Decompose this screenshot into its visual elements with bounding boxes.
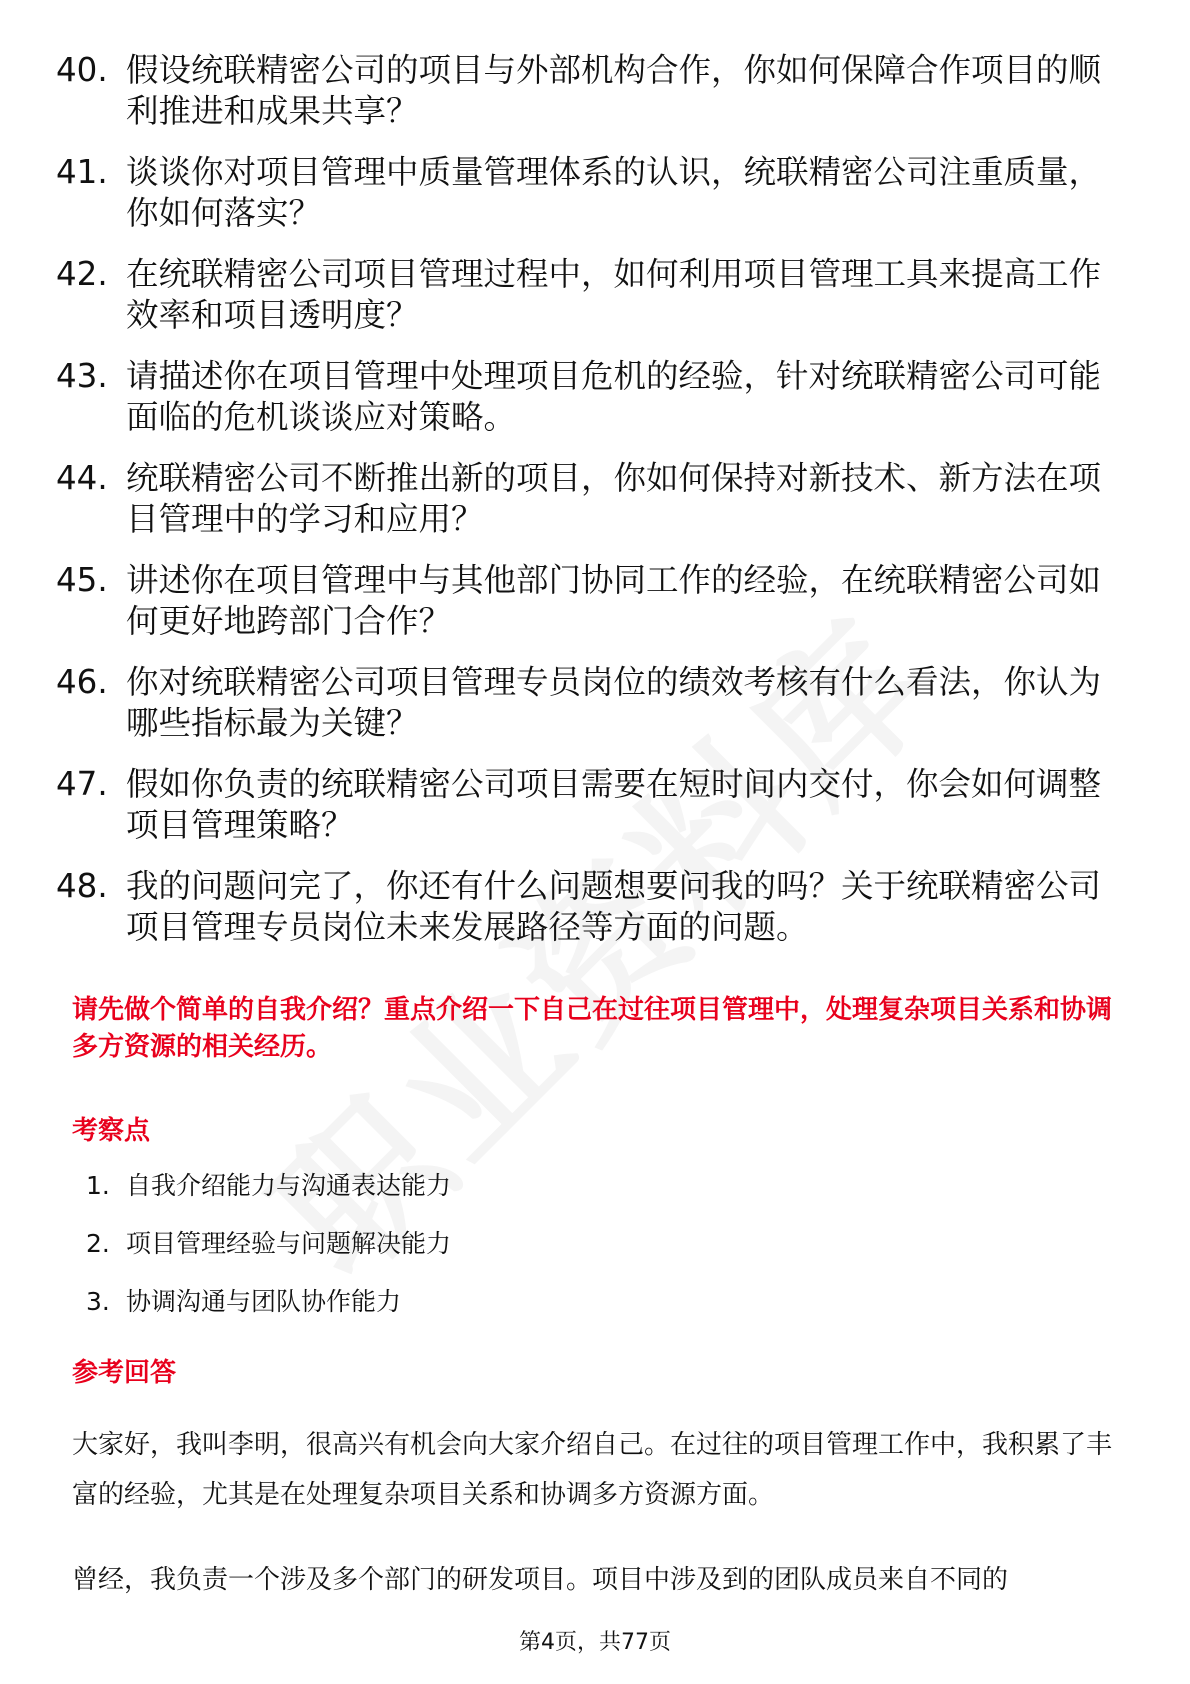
point-number: 2. xyxy=(86,1229,110,1258)
question-number: 43. xyxy=(56,357,108,395)
question-item xyxy=(56,254,1126,336)
inspection-point xyxy=(86,1168,986,1204)
question-number: 47. xyxy=(56,765,108,803)
question-number: 40. xyxy=(56,51,108,89)
reference-label: 参考回答 xyxy=(72,1358,177,1388)
point-text: 自我介绍能力与沟通表达能力 xyxy=(126,1171,452,1200)
point-text: 项目管理经验与问题解决能力 xyxy=(126,1229,452,1258)
point-number: 1. xyxy=(86,1171,110,1200)
question-text: 你对统联精密公司项目管理专员岗位的绩效考核有什么看法，你认为哪些指标最为关键？ xyxy=(126,663,1102,742)
question-list xyxy=(56,50,1126,968)
inspection-point xyxy=(86,1284,986,1320)
question-text: 请描述你在项目管理中处理项目危机的经验，针对统联精密公司可能面临的危机谈谈应对策略。 xyxy=(126,357,1102,436)
question-number: 45. xyxy=(56,561,108,599)
question-number: 41. xyxy=(56,153,108,191)
page-footer: 第4页，共77页 xyxy=(519,1630,671,1655)
question-text: 讲述你在项目管理中与其他部门协同工作的经验，在统联精密公司如何更好地跨部门合作？ xyxy=(126,561,1102,640)
question-text: 假如你负责的统联精密公司项目需要在短时间内交付，你会如何调整项目管理策略？ xyxy=(126,765,1102,844)
question-number: 44. xyxy=(56,459,108,497)
answer-paragraph: 曾经，我负责一个涉及多个部门的研发项目。项目中涉及到的团队成员来自不同的 xyxy=(72,1565,1009,1595)
question-text: 统联精密公司不断推出新的项目，你如何保持对新技术、新方法在项目管理中的学习和应用？ xyxy=(126,459,1102,538)
question-item xyxy=(56,356,1126,438)
question-item xyxy=(56,662,1126,744)
question-number: 48. xyxy=(56,867,108,905)
question-text: 谈谈你对项目管理中质量管理体系的认识，统联精密公司注重质量，你如何落实？ xyxy=(126,153,1102,232)
inspection-point xyxy=(86,1226,986,1262)
point-text: 协调沟通与团队协作能力 xyxy=(126,1287,402,1316)
question-item xyxy=(56,458,1126,540)
question-item xyxy=(56,560,1126,642)
question-item xyxy=(56,764,1126,846)
question-item xyxy=(56,50,1126,132)
question-text: 假设统联精密公司的项目与外部机构合作，你如何保障合作项目的顺利推进和成果共享？ xyxy=(126,51,1102,130)
inspection-label: 考察点 xyxy=(72,1116,151,1146)
inspection-point-list xyxy=(86,1168,986,1342)
highlight-question: 请先做个简单的自我介绍？重点介绍一下自己在过往项目管理中，处理复杂项目关系和协调多方资源的相关经历。 xyxy=(72,995,1113,1062)
question-item xyxy=(56,152,1126,234)
question-item xyxy=(56,866,1126,948)
question-text: 我的问题问完了，你还有什么问题想要问我的吗？关于统联精密公司项目管理专员岗位未来发展路径等方面的问题。 xyxy=(126,867,1102,946)
question-number: 46. xyxy=(56,663,108,701)
question-number: 42. xyxy=(56,255,108,293)
answer-paragraph: 大家好，我叫李明，很高兴有机会向大家介绍自己。在过往的项目管理工作中，我积累了丰富的经验，尤其是在处理复杂项目关系和协调多方资源方面。 xyxy=(72,1430,1113,1510)
question-text: 在统联精密公司项目管理过程中，如何利用项目管理工具来提高工作效率和项目透明度？ xyxy=(126,255,1102,334)
point-number: 3. xyxy=(86,1287,110,1316)
